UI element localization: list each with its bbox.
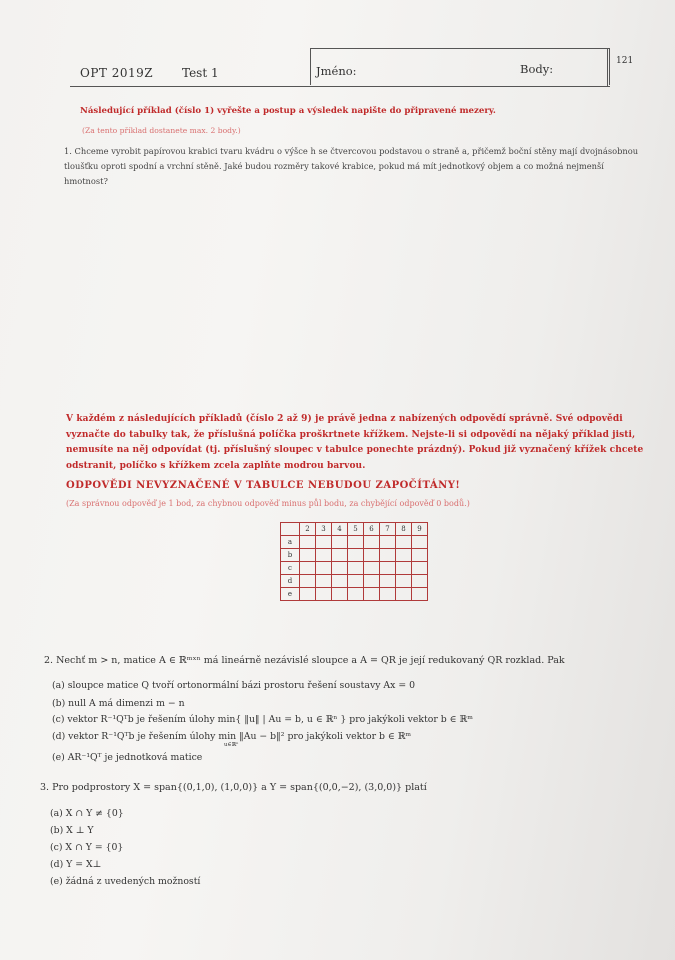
column-header: 2: [300, 523, 316, 536]
answer-cell[interactable]: [348, 562, 364, 575]
course-code: OPT 2019Z: [80, 66, 154, 80]
question3-option-d: (d) Y = X⊥: [50, 859, 102, 870]
sheet-id: 121: [616, 56, 634, 66]
answer-warning: ODPOVĚDI NEVYZNAČENÉ V TABULCE NEBUDOU ZAPOČÍTÁNY!: [66, 480, 461, 491]
question2-option-a: (a) sloupce matice Q tvoří ortonormální bázi prostoru řešení soustavy Ax = 0: [52, 680, 415, 691]
answer-scoring-note: (Za správnou odpověď je 1 bod, za chybnou odpověď minus půl bodu, za chybějící odpověď 0 bodů.): [66, 499, 470, 508]
answer-table-header: [281, 523, 428, 536]
question3-option-c: (c) X ∩ Y = {0}: [50, 842, 124, 853]
answer-cell[interactable]: [300, 588, 316, 601]
question2-option-e: (e) AR⁻¹Qᵀ je jednotková matice: [52, 752, 203, 763]
answer-cell[interactable]: [300, 575, 316, 588]
answer-cell[interactable]: [332, 575, 348, 588]
answer-row: [281, 588, 428, 601]
row-header: b: [281, 549, 300, 562]
problem1-text: 1. Chceme vyrobit papírovou krabici tvaru kvádru o výšce h se čtvercovou podstavou o straně a, přičemž boční stěny mají dvojnásobnou tloušťku oproti spodní a vrchní stěně. Jaké budou rozměry takové krabice, pokud má mít jednotkový objem a co možná nejmenší hmotnost?: [64, 146, 639, 186]
question2-option-c: (c) vektor R⁻¹Qᵀb je řešením úlohy min{ ‖u‖ | Au = b, u ∈ ℝⁿ } pro jakýkoli vektor b ∈ ℝᵐ: [52, 714, 473, 725]
test-title: Test 1: [182, 66, 219, 80]
problem1-note: (Za tento příklad dostanete max. 2 body.): [82, 126, 241, 135]
answer-cell[interactable]: [396, 536, 412, 549]
answer-row: [281, 549, 428, 562]
answer-row: [281, 562, 428, 575]
question3-stem: 3. Pro podprostory X = span{(0,1,0), (1,0,0)} a Y = span{(0,0,−2), (3,0,0)} platí: [40, 782, 427, 793]
answer-cell[interactable]: [332, 549, 348, 562]
answer-table-corner: [281, 523, 300, 536]
question3-option-a: (a) X ∩ Y ≠ {0}: [50, 808, 124, 819]
answer-cell[interactable]: [380, 562, 396, 575]
answer-cell[interactable]: [380, 588, 396, 601]
question3-option-e: (e) žádná z uvedených možností: [50, 876, 201, 887]
answer-cell[interactable]: [396, 549, 412, 562]
header-divider: [607, 48, 608, 86]
column-header: 5: [348, 523, 364, 536]
answer-cell[interactable]: [316, 562, 332, 575]
answer-cell[interactable]: [380, 549, 396, 562]
question2-option-d: (d) vektor R⁻¹Qᵀb je řešením úlohy min ‖Au − b‖² pro jakýkoli vektor b ∈ ℝᵐ: [52, 731, 412, 742]
row-header: e: [281, 588, 300, 601]
answer-cell[interactable]: [396, 562, 412, 575]
answer-cell[interactable]: [380, 575, 396, 588]
answer-table: [280, 522, 428, 601]
question2-option-b: (b) null A má dimenzi m − n: [52, 698, 185, 709]
answer-cell[interactable]: [396, 575, 412, 588]
answer-cell[interactable]: [300, 562, 316, 575]
answer-cell[interactable]: [380, 536, 396, 549]
answer-cell[interactable]: [396, 588, 412, 601]
answer-cell[interactable]: [364, 536, 380, 549]
answer-instructions: V každém z následujících příkladů (číslo 2 až 9) je právě jedna z nabízených odpovědí správně. Své odpovědi vyznačte do tabulky tak, že příslušná políčka proškrtnete křížkem. Nejste-li si odpovědí na nějaký příklad jisti, nemusíte na něj odpovídat (tj. příslušný sloupec v tabulce ponechte prázdný). Pokud již vyznačený křížek chcete odstranit, políčko s křížkem zcela zaplňte modrou barvou.: [66, 414, 644, 471]
answer-cell[interactable]: [412, 562, 428, 575]
answer-cell[interactable]: [348, 536, 364, 549]
question2-option-d-subscript: u∈ℝⁿ: [224, 742, 239, 748]
column-header: 6: [364, 523, 380, 536]
answer-cell[interactable]: [364, 549, 380, 562]
column-header: 3: [316, 523, 332, 536]
answer-cell[interactable]: [300, 549, 316, 562]
answer-cell[interactable]: [412, 536, 428, 549]
answer-cell[interactable]: [316, 575, 332, 588]
answer-cell[interactable]: [348, 549, 364, 562]
answer-cell[interactable]: [364, 575, 380, 588]
answer-cell[interactable]: [412, 549, 428, 562]
question2-stem: 2. Nechť m > n, matice A ∈ ℝᵐˣⁿ má lineárně nezávislé sloupce a A = QR je její redukovaný QR rozklad. Pak: [44, 655, 565, 666]
answer-cell[interactable]: [332, 562, 348, 575]
answer-cell[interactable]: [316, 588, 332, 601]
name-label: Jméno:: [316, 64, 357, 78]
header-rule: [70, 86, 610, 87]
column-header: 4: [332, 523, 348, 536]
points-label: Body:: [520, 62, 554, 76]
answer-cell[interactable]: [364, 562, 380, 575]
answer-cell[interactable]: [300, 536, 316, 549]
answer-cell[interactable]: [332, 536, 348, 549]
answer-cell[interactable]: [348, 575, 364, 588]
answer-row: [281, 536, 428, 549]
answer-cell[interactable]: [412, 575, 428, 588]
column-header: 9: [412, 523, 428, 536]
answer-row: [281, 575, 428, 588]
problem1-instruction: Následující příklad (číslo 1) vyřešte a postup a výsledek napište do připravené mezery.: [80, 106, 496, 116]
row-header: d: [281, 575, 300, 588]
row-header: c: [281, 562, 300, 575]
row-header: a: [281, 536, 300, 549]
answer-cell[interactable]: [316, 536, 332, 549]
answer-cell[interactable]: [364, 588, 380, 601]
column-header: 7: [380, 523, 396, 536]
answer-cell[interactable]: [348, 588, 364, 601]
answer-cell[interactable]: [332, 588, 348, 601]
question3-option-b: (b) X ⊥ Y: [50, 825, 94, 836]
answer-cell[interactable]: [316, 549, 332, 562]
answer-cell[interactable]: [412, 588, 428, 601]
column-header: 8: [396, 523, 412, 536]
